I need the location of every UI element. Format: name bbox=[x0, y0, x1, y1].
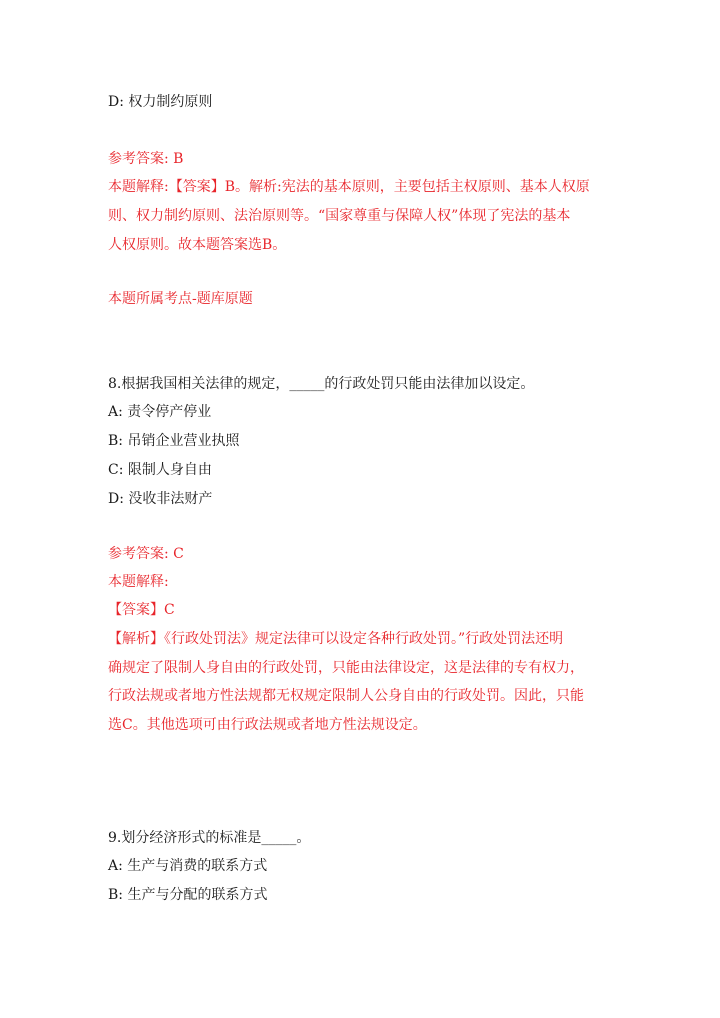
q8-option-d: D: 没收非法财产 bbox=[108, 491, 213, 507]
q9-option-a: A: 生产与消费的联系方式 bbox=[108, 858, 268, 874]
q7-explanation-line-1: 本题解释:【答案】B。解析:宪法的基本原则，主要包括主权原则、基本人权原 bbox=[108, 179, 590, 195]
q7-answer: 参考答案: B bbox=[108, 151, 184, 167]
q8-analysis-line-1: 【解析】《行政处罚法》规定法律可以设定各种行政处罚。”行政处罚法还明 bbox=[108, 631, 564, 647]
q8-analysis-line-3: 行政法规或者地方性法规都无权规定限制人公身自由的行政处罚。因此，只能 bbox=[108, 688, 584, 704]
q8-analysis-line-2: 确规定了限制人身自由的行政处罚，只能由法律设定，这是法律的专有权力， bbox=[108, 660, 584, 676]
q8-option-a: A: 责令停产停业 bbox=[108, 404, 212, 420]
q8-option-c: C: 限制人身自由 bbox=[108, 462, 212, 478]
q9-question: 9.划分经济形式的标准是_____。 bbox=[108, 830, 311, 846]
q7-explanation-line-3: 人权原则。故本题答案选B。 bbox=[108, 237, 287, 253]
q7-topic: 本题所属考点-题库原题 bbox=[108, 291, 253, 307]
q8-answer-tag: 【答案】C bbox=[108, 602, 175, 618]
q8-analysis-line-4: 选C。其他选项可由行政法规或者地方性法规设定。 bbox=[108, 717, 427, 733]
q8-question: 8.根据我国相关法律的规定，_____的行政处罚只能由法律加以设定。 bbox=[108, 376, 535, 392]
q8-explanation-label: 本题解释: bbox=[108, 574, 169, 590]
q7-option-d: D: 权力制约原则 bbox=[108, 94, 213, 110]
q7-explanation-line-2: 则、权力制约原则、法治原则等。“国家尊重与保障人权”体现了宪法的基本 bbox=[108, 208, 571, 224]
q8-option-b: B: 吊销企业营业执照 bbox=[108, 433, 240, 449]
q8-answer: 参考答案: C bbox=[108, 546, 184, 562]
q9-option-b: B: 生产与分配的联系方式 bbox=[108, 887, 268, 903]
